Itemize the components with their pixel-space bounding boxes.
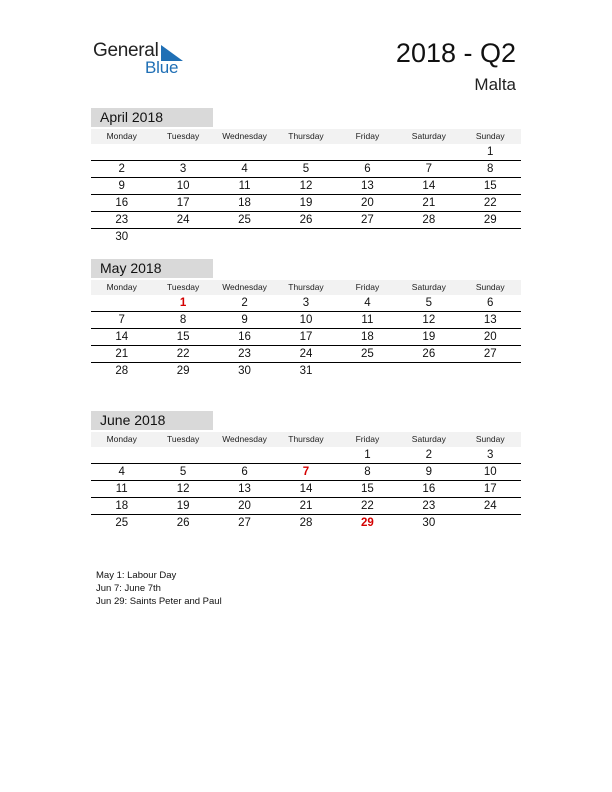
day-cell: 27	[483, 348, 497, 360]
day-cell: 8	[364, 466, 371, 478]
day-cell: 28	[299, 517, 313, 529]
month-label: April 2018	[91, 108, 213, 127]
day-cell: 15	[483, 180, 497, 192]
logo-word-blue: Blue	[145, 58, 179, 77]
day-cell: 24	[299, 348, 313, 360]
weekday-header	[91, 129, 521, 144]
day-cell: 30	[422, 517, 436, 529]
weekday-label: Saturday	[411, 282, 446, 292]
holiday-note: Jun 29: Saints Peter and Paul	[96, 596, 222, 607]
weekday-label: Monday	[106, 131, 137, 141]
day-cell: 20	[361, 197, 374, 209]
day-cell: 5	[179, 466, 187, 478]
day-cell: 21	[422, 197, 436, 209]
week-row	[91, 346, 521, 363]
day-cell: 29	[176, 365, 190, 377]
day-cell: 12	[422, 314, 436, 326]
day-cell: 13	[238, 483, 251, 495]
holiday-day-cell: 1	[179, 297, 187, 309]
day-cell: 13	[483, 314, 497, 326]
day-cell: 17	[176, 197, 190, 209]
day-cell: 6	[364, 163, 371, 175]
week-row	[91, 312, 521, 329]
week-row	[91, 515, 521, 531]
day-cell	[91, 447, 152, 463]
weekday-label: Friday	[355, 282, 380, 292]
day-cell: 1	[487, 146, 494, 158]
day-cell: 21	[115, 348, 129, 360]
weekday-label: Tuesday	[166, 131, 200, 141]
day-cell: 3	[487, 449, 494, 461]
week-row	[91, 144, 521, 161]
day-cell: 12	[176, 483, 190, 495]
day-cell: 31	[299, 365, 313, 377]
day-cell: 13	[361, 180, 374, 192]
week-row	[91, 481, 521, 498]
day-cell	[460, 229, 521, 245]
day-cell: 19	[422, 331, 436, 343]
day-cell: 26	[422, 348, 436, 360]
day-cell: 8	[487, 163, 494, 175]
weekday-label: Friday	[355, 131, 380, 141]
day-cell: 14	[422, 180, 436, 192]
day-cell: 7	[425, 163, 433, 175]
week-row	[91, 464, 521, 481]
day-cell: 26	[176, 517, 190, 529]
weekday-label: Wednesday	[222, 434, 267, 444]
day-cell: 10	[176, 180, 190, 192]
day-cell: 24	[176, 214, 190, 226]
day-cell: 28	[422, 214, 436, 226]
day-cell: 2	[118, 163, 125, 175]
holiday-day-cell: 7	[302, 466, 310, 478]
day-cell: 11	[361, 314, 374, 326]
month-block-may	[91, 259, 521, 379]
day-cell: 14	[115, 331, 129, 343]
day-cell: 12	[299, 180, 313, 192]
week-row	[91, 212, 521, 229]
day-cell: 15	[361, 483, 374, 495]
day-cell	[337, 363, 398, 379]
weekday-label: Sunday	[475, 434, 505, 444]
weekday-label: Monday	[106, 282, 137, 292]
day-cell: 30	[238, 365, 251, 377]
week-row	[91, 363, 521, 379]
day-cell	[152, 229, 213, 245]
day-cell	[91, 295, 152, 311]
day-cell: 22	[176, 348, 190, 360]
day-cell: 7	[118, 314, 125, 326]
weekday-label: Thursday	[288, 434, 324, 444]
day-cell: 24	[483, 500, 497, 512]
day-cell	[214, 447, 275, 463]
weekday-label: Thursday	[288, 131, 324, 141]
weekday-label: Saturday	[411, 434, 446, 444]
weekday-label: Tuesday	[166, 282, 200, 292]
day-cell: 4	[118, 466, 125, 478]
day-cell: 25	[238, 214, 251, 226]
weekday-label: Friday	[355, 434, 380, 444]
week-row	[91, 498, 521, 515]
day-cell: 27	[361, 214, 374, 226]
day-cell: 25	[361, 348, 374, 360]
weekday-label: Monday	[106, 434, 137, 444]
day-cell: 10	[299, 314, 313, 326]
weekday-label: Sunday	[475, 282, 505, 292]
day-cell: 29	[483, 214, 497, 226]
month-grid	[91, 144, 521, 245]
day-cell: 23	[238, 348, 251, 360]
day-cell	[275, 229, 336, 245]
day-cell: 3	[302, 297, 310, 309]
logo-word-general: General	[93, 40, 159, 61]
day-cell: 14	[299, 483, 313, 495]
day-cell: 6	[241, 466, 248, 478]
day-cell: 25	[115, 517, 129, 529]
day-cell: 6	[487, 297, 494, 309]
holiday-day-cell: 29	[361, 517, 374, 529]
week-row	[91, 295, 521, 312]
week-row	[91, 161, 521, 178]
month-grid	[91, 447, 521, 531]
day-cell: 8	[179, 314, 187, 326]
month-block-april	[91, 108, 521, 245]
day-cell: 18	[361, 331, 374, 343]
day-cell: 20	[238, 500, 251, 512]
month-grid	[91, 295, 521, 379]
day-cell: 18	[238, 197, 251, 209]
day-cell: 28	[115, 365, 129, 377]
day-cell	[398, 229, 459, 245]
week-row	[91, 329, 521, 346]
day-cell: 21	[299, 500, 313, 512]
day-cell: 26	[299, 214, 313, 226]
day-cell	[275, 144, 336, 160]
day-cell: 23	[115, 214, 129, 226]
page-title: 2018 - Q2	[395, 38, 516, 68]
weekday-header	[91, 432, 521, 447]
day-cell	[337, 229, 398, 245]
day-cell: 18	[115, 500, 129, 512]
week-row	[91, 195, 521, 212]
week-row	[91, 447, 521, 464]
day-cell	[398, 144, 459, 160]
month-block-june	[91, 411, 521, 531]
day-cell: 20	[483, 331, 497, 343]
day-cell: 22	[483, 197, 497, 209]
weekday-label: Sunday	[475, 131, 505, 141]
day-cell: 30	[115, 231, 129, 243]
day-cell: 1	[364, 449, 371, 461]
day-cell: 16	[238, 331, 251, 343]
weekday-label: Saturday	[411, 131, 446, 141]
day-cell: 9	[425, 466, 433, 478]
day-cell: 3	[179, 163, 187, 175]
day-cell: 2	[425, 449, 433, 461]
day-cell	[152, 447, 213, 463]
day-cell: 19	[176, 500, 190, 512]
day-cell: 5	[425, 297, 433, 309]
weekday-label: Wednesday	[222, 131, 267, 141]
country-name: Malta	[474, 75, 516, 94]
day-cell: 4	[364, 297, 371, 309]
day-cell: 17	[483, 483, 497, 495]
day-cell: 5	[302, 163, 310, 175]
day-cell	[337, 144, 398, 160]
day-cell	[214, 229, 275, 245]
weekday-header	[91, 280, 521, 295]
day-cell	[460, 363, 521, 379]
day-cell: 2	[241, 297, 248, 309]
day-cell: 16	[422, 483, 436, 495]
day-cell	[152, 144, 213, 160]
day-cell: 16	[115, 197, 129, 209]
logo	[93, 40, 193, 80]
day-cell: 19	[299, 197, 313, 209]
holiday-note: Jun 7: June 7th	[96, 583, 161, 594]
month-label: May 2018	[91, 259, 213, 278]
day-cell: 11	[115, 483, 128, 495]
day-cell	[398, 363, 459, 379]
day-cell: 10	[483, 466, 497, 478]
day-cell: 11	[238, 180, 251, 192]
holiday-notes	[96, 569, 222, 608]
day-cell	[214, 144, 275, 160]
day-cell: 9	[118, 180, 125, 192]
day-cell: 9	[241, 314, 248, 326]
week-row	[91, 178, 521, 195]
day-cell: 23	[422, 500, 436, 512]
day-cell: 17	[299, 331, 313, 343]
day-cell: 22	[361, 500, 374, 512]
day-cell	[460, 515, 521, 531]
month-label: June 2018	[91, 411, 213, 430]
weekday-label: Thursday	[288, 282, 324, 292]
day-cell: 27	[238, 517, 251, 529]
weekday-label: Tuesday	[166, 434, 200, 444]
weekday-label: Wednesday	[222, 282, 267, 292]
holiday-note: May 1: Labour Day	[96, 570, 177, 581]
day-cell	[91, 144, 152, 160]
day-cell: 15	[176, 331, 190, 343]
day-cell: 4	[241, 163, 248, 175]
week-row	[91, 229, 521, 245]
day-cell	[275, 447, 336, 463]
